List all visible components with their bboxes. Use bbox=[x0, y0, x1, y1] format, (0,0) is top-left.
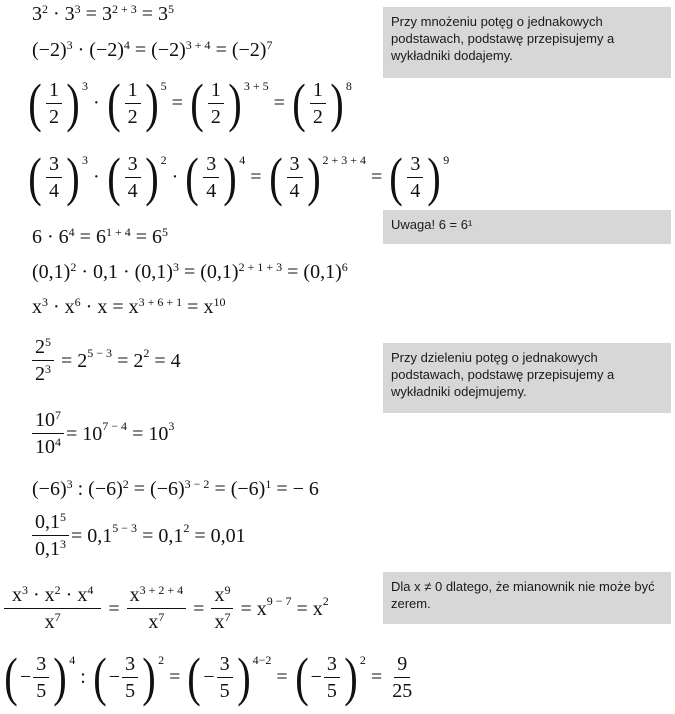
equation-10: $(-6)^3$ : $(-6)^2 = (-6)^{3 - 2} = (-6)^1$ = − 6 bbox=[32, 476, 319, 500]
note-uwaga: Uwaga! 6 = 6¹ bbox=[383, 210, 671, 244]
equation-13: ( − $\frac{3}{5}$ ) $^4$ : ( − $\frac{3}{5}$ ) $^2$ = ( − $\frac{3}{5}$ ) $^{4-2}$ = ( − $\frac{3}{5}$ ) $^2$ = $\frac{9}{25}$ bbox=[4, 647, 413, 707]
note-division: Przy dzieleniu potęg o jednakowych podstawach, podstawę przepisujemy a wykładniki odejmujemy. bbox=[383, 343, 671, 413]
equation-9: $\frac{10^7}{10^4}$ = 10 $^{7 - 4}$ = 10 $^3$ bbox=[30, 410, 174, 457]
note-multiplication: Przy mnożeniu potęg o jednakowych podstawach, podstawę przepisujemy a wykładniki dodajemy. bbox=[383, 7, 671, 78]
equation-2: $(-2)^3 \cdot (-2)^4 = (-2)^{3 + 4} = (-2)^7$ bbox=[32, 37, 273, 61]
equation-1: $3^2 \cdot 3^3 = 3^{2 + 3} = 3^5$ bbox=[32, 1, 175, 25]
equation-6: $(0,1)^2 \cdot 0,1 \cdot (0,1)^3 = (0,1)^{2 + 1 + 3} = (0,1)^6$ bbox=[32, 259, 348, 283]
equation-11: $\frac{0,1^5}{0,1^3}$ = 0,1 $^{5 - 3}$ = 0,1 $^2$ = 0,01 bbox=[30, 512, 246, 559]
equation-8: $\frac{2^5}{2^3}$ = 2 $^{5 - 3}$ = 2 $^2$ = 4 bbox=[30, 337, 181, 384]
equation-5: $6 \cdot 6^4 = 6^{1 + 4} = 6^5$ bbox=[32, 224, 169, 248]
equation-4: ( $\frac{3}{4}$ ) $^3$ · ( $\frac{3}{4}$ ) $^2$ · ( $\frac{3}{4}$ ) $^4$ = ( $\frac{3}{4}$ ) $^{2 + 3 + 4}$ = ( $\frac{3}{4}$ ) $^9$ bbox=[28, 147, 450, 207]
equation-12: $\frac{x^3 \cdot x^2 \cdot x^4}{x^7}$ = $\frac{x^{3 + 2 + 4}}{x^7}$ = $\frac{x^9}{x^7}$ = x $^{9 - 7}$ = x $^2$ bbox=[2, 585, 329, 632]
equation-3: ( $\frac{1}{2}$ ) $^3$ · ( $\frac{1}{2}$ ) $^5$ = ( $\frac{1}{2}$ ) $^{3 + 5}$ = ( $\frac{1}{2}$ ) $^8$ bbox=[28, 73, 352, 133]
equation-7: $x^3 \cdot x^6 \cdot x = x^{3 + 6 + 1} = x^{10}$ bbox=[32, 294, 226, 318]
note-zero-denominator: Dla x ≠ 0 dlatego, że mianownik nie może być zerem. bbox=[383, 572, 671, 624]
